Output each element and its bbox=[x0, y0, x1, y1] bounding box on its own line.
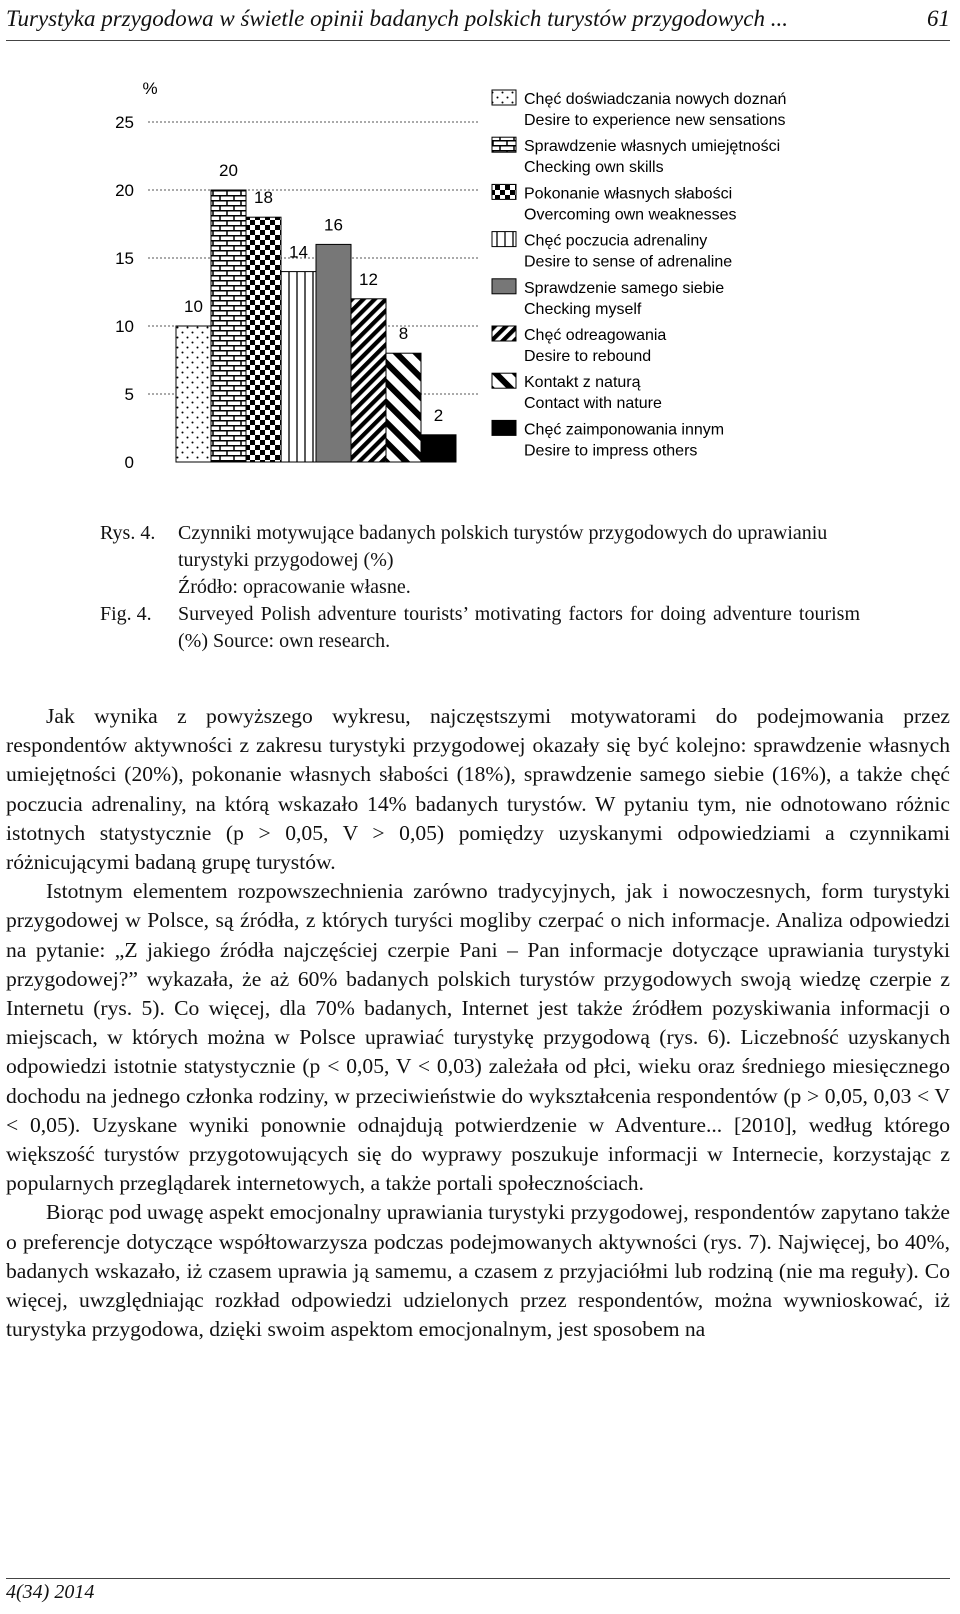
legend-label-en: Desire to rebound bbox=[524, 348, 652, 365]
legend-label-en: Desire to sense of adrenaline bbox=[524, 253, 733, 271]
bar bbox=[351, 299, 386, 462]
legend-label-pl: Sprawdzenie samego siebie bbox=[524, 279, 725, 297]
legend-label-pl: Kontakt z naturą bbox=[524, 374, 641, 392]
legend-label-en: Overcoming own weaknesses bbox=[524, 206, 737, 224]
legend-label-en: Checking own skills bbox=[524, 159, 664, 177]
legend-label-pl: Chęć poczucia adrenaliny bbox=[524, 232, 708, 250]
y-tick-label: 15 bbox=[115, 249, 134, 268]
bar bbox=[316, 244, 351, 462]
y-tick-label: 10 bbox=[115, 317, 134, 336]
bar bbox=[211, 190, 246, 462]
legend-label-pl: Chęć zaimponowania innym bbox=[524, 421, 725, 439]
caption-label-pl: Rys. 4. bbox=[100, 522, 156, 544]
y-tick-label: 20 bbox=[115, 181, 134, 200]
legend-label-pl: Sprawdzenie własnych umiejętności bbox=[524, 138, 781, 156]
paragraph-3: Biorąc pod uwagę aspekt emocjonalny uprawiania turystyki przygodowej, respondentów zapytano także o preferencje dotyczące współtowarzysza podczas podejmowanych aktywności (rys. 7). Najwięcej, bo 40%, badanych wskazało, iż czasem uprawia ją samemu, a czasem z przyjaciółmi lub rodziną (nie ma reguły). Co więcej, uwzględniając rozkład odpowiedzi udzielonych przez respondentów, można wywnioskować, iż turystyka przygodowa, dzięki swoim aspektom emocjonalnym, jest sposobem na bbox=[6, 1200, 950, 1342]
legend-label-pl: Chęć doświadczania nowych doznań bbox=[524, 91, 787, 108]
page-footer bbox=[6, 1578, 950, 1604]
bar bbox=[421, 435, 456, 462]
legend-label-en: Desire to impress others bbox=[524, 442, 698, 460]
motivation-bar-chart bbox=[0, 60, 960, 480]
caption-source-pl: Źródło: opracowanie własne. bbox=[178, 576, 411, 598]
legend-label-pl: Pokonanie własnych słabości bbox=[524, 185, 733, 203]
bar bbox=[386, 353, 421, 462]
paragraph-1: Jak wynika z powyższego wykresu, najczęstszymi motywatorami do podejmowania przez respondentów aktywności z zakresu turystyki przygodowej okazały się być kolejno: sprawdzenie własnych umiejętności (20%), pokonanie własnych słabości (18%), sprawdzenie samego siebie (16%), a także chęć poczucia adrenaliny, na którą wskazało 14% badanych turystów. W pytaniu tym, nie odnotowano różnic istotnych statystycznie (p > 0,05, V > 0,05) pomiędzy uzyskanymi odpowiedziami a czynnikami różnicującymi badaną grupę turystów. bbox=[6, 704, 950, 875]
page-number: 61 bbox=[927, 6, 950, 31]
paragraph-2: Istotnym elementem rozpowszechnienia zarówno tradycyjnych, jak i nowoczesnych, form turystyki przygodowej w Polsce, są źródła, z których turyści mogliby czerpać o nich informacje. Analiza odpowiedzi na pytanie: „Z jakiego źródła najczęściej czerpie Pani – Pan informacje dotyczące uprawiania turystyki przygodowej?” wykazała, że aż 60% badanych polskich turystów przygodowych swoją wiedzę czerpie z Internetu (rys. 5). Co więcej, dla 70% badanych, Internet jest także źródłem pozyskiwania informacji o miejscach, w których można w Polsce uprawiać turystykę przygodową (rys. 6). Liczebność uzyskanych odpowiedzi istotnie statystycznie (p < 0,05, V < 0,03) zależała od płci, wieku oraz średniego miesięcznego dochodu na jednego członka rodziny, w przeciwieństwie do wykształcenia respondentów (p > 0,05, 0,03 < V < 0,05). Uzyskane wyniki ponownie odnajdują potwierdzenie w Adventure... [2010], według którego większość turystów przygotowujących się do wyprawy poszukuje informacji w Internecie, korzystając z popularnych przeglądarek internetowych, a także portali społecznościach. bbox=[6, 879, 950, 1196]
bar-value-label: 16 bbox=[324, 215, 343, 235]
bar-value-label: 18 bbox=[254, 188, 273, 208]
running-title: Turystyka przygodowa w świetle opinii badanych polskich turystów przygodowych ... bbox=[6, 6, 788, 31]
legend-label-en: Desire to experience new sensations bbox=[524, 112, 786, 129]
legend-swatch bbox=[492, 326, 516, 341]
running-header bbox=[6, 0, 950, 41]
y-tick-label: 5 bbox=[124, 385, 134, 404]
legend-swatch bbox=[492, 232, 516, 247]
legend-swatch bbox=[492, 373, 516, 388]
bar-value-label: 14 bbox=[289, 242, 308, 262]
bar-value-label: 10 bbox=[184, 297, 203, 316]
legend-label-en: Contact with nature bbox=[524, 395, 662, 413]
issue-number: 4(34) 2014 bbox=[6, 1581, 95, 1603]
legend-swatch bbox=[492, 420, 516, 435]
bar-value-label: 8 bbox=[398, 324, 409, 344]
bar-value-label: 20 bbox=[219, 161, 238, 180]
legend-label-en: Checking myself bbox=[524, 300, 642, 318]
legend-swatch bbox=[492, 137, 516, 152]
legend-swatch bbox=[492, 90, 516, 105]
y-tick-label: 25 bbox=[115, 113, 134, 132]
bar bbox=[176, 326, 211, 462]
y-axis-unit: % bbox=[142, 79, 158, 98]
bar bbox=[246, 217, 281, 462]
figure-caption bbox=[100, 520, 860, 655]
legend-label-pl: Chęć odreagowania bbox=[524, 327, 667, 344]
bar bbox=[281, 272, 316, 462]
caption-text-en: Surveyed Polish adventure tourists’ motivating factors for doing adventure tourism (%) Source: own research. bbox=[178, 603, 860, 652]
bar-value-label: 2 bbox=[433, 405, 444, 425]
legend-swatch bbox=[492, 279, 516, 294]
y-tick-label: 0 bbox=[124, 453, 134, 472]
bar-value-label: 12 bbox=[359, 269, 378, 289]
caption-text-pl: Czynniki motywujące badanych polskich turystów przygodowych do uprawianiu turystyki przygodowej (%) bbox=[178, 522, 828, 571]
legend-swatch bbox=[492, 184, 516, 199]
article-body bbox=[6, 702, 950, 1344]
caption-label-en: Fig. 4. bbox=[100, 603, 152, 625]
